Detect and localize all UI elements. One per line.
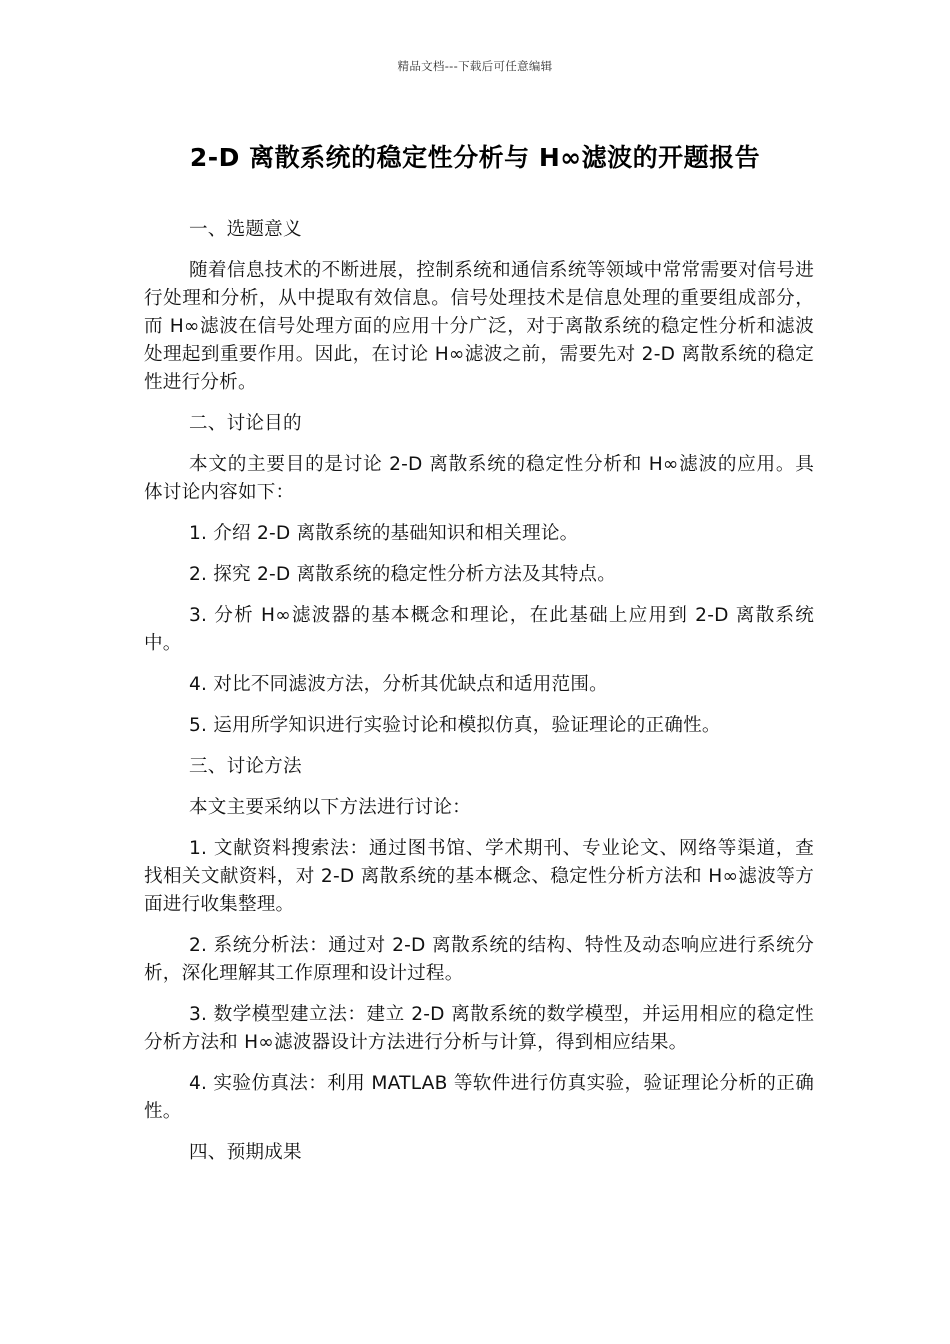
list-item: 3. 数学模型建立法：建立 2-D 离散系统的数学模型，并运用相应的稳定性分析方法和 H∞滤波器设计方法进行分析与计算，得到相应结果。 xyxy=(144,1004,814,1053)
paragraph-methods: 本文主要采纳以下方法进行讨论： xyxy=(189,797,471,818)
list-item: 4. 对比不同滤波方法，分析其优缺点和适用范围。 xyxy=(189,674,608,695)
list-item: 2. 系统分析法：通过对 2-D 离散系统的结构、特性及动态响应进行系统分析，深化理解其工作原理和设计过程。 xyxy=(144,935,814,984)
document-body xyxy=(144,216,814,1180)
section-heading-purpose: 二、讨论目的 xyxy=(189,413,302,434)
list-item: 2. 探究 2-D 离散系统的稳定性分析方法及其特点。 xyxy=(189,564,617,585)
section-heading-significance: 一、选题意义 xyxy=(189,219,302,240)
section-heading-expected-results: 四、预期成果 xyxy=(189,1142,302,1163)
paragraph-purpose: 本文的主要目的是讨论 2-D 离散系统的稳定性分析和 H∞滤波的应用。具体讨论内容如下： xyxy=(144,454,814,503)
section-heading-methods: 三、讨论方法 xyxy=(189,756,302,777)
list-item: 1. 介绍 2-D 离散系统的基础知识和相关理论。 xyxy=(189,523,579,544)
header-note: 精品文档---下载后可任意编辑 xyxy=(397,59,553,73)
list-item: 4. 实验仿真法：利用 MATLAB 等软件进行仿真实验，验证理论分析的正确性。 xyxy=(144,1073,814,1122)
page-title: 2-D 离散系统的稳定性分析与 H∞滤波的开题报告 xyxy=(189,143,761,172)
paragraph-significance: 随着信息技术的不断进展，控制系统和通信系统等领域中常常需要对信号进行处理和分析，从中提取有效信息。信号处理技术是信息处理的重要组成部分，而 H∞滤波在信号处理方面的应用十分广泛，对于离散系统的稳定性分析和滤波处理起到重要作用。因此，在讨论 H∞滤波之前，需要先对 2-D 离散系统的稳定性进行分析。 xyxy=(144,260,814,393)
list-item: 3. 分析 H∞滤波器的基本概念和理论，在此基础上应用到 2-D 离散系统中。 xyxy=(144,605,814,654)
list-item: 1. 文献资料搜索法：通过图书馆、学术期刊、专业论文、网络等渠道，查找相关文献资料，对 2-D 离散系统的基本概念、稳定性分析方法和 H∞滤波等方面进行收集整理。 xyxy=(144,838,814,915)
list-item: 5. 运用所学知识进行实验讨论和模拟仿真，验证理论的正确性。 xyxy=(189,715,721,736)
